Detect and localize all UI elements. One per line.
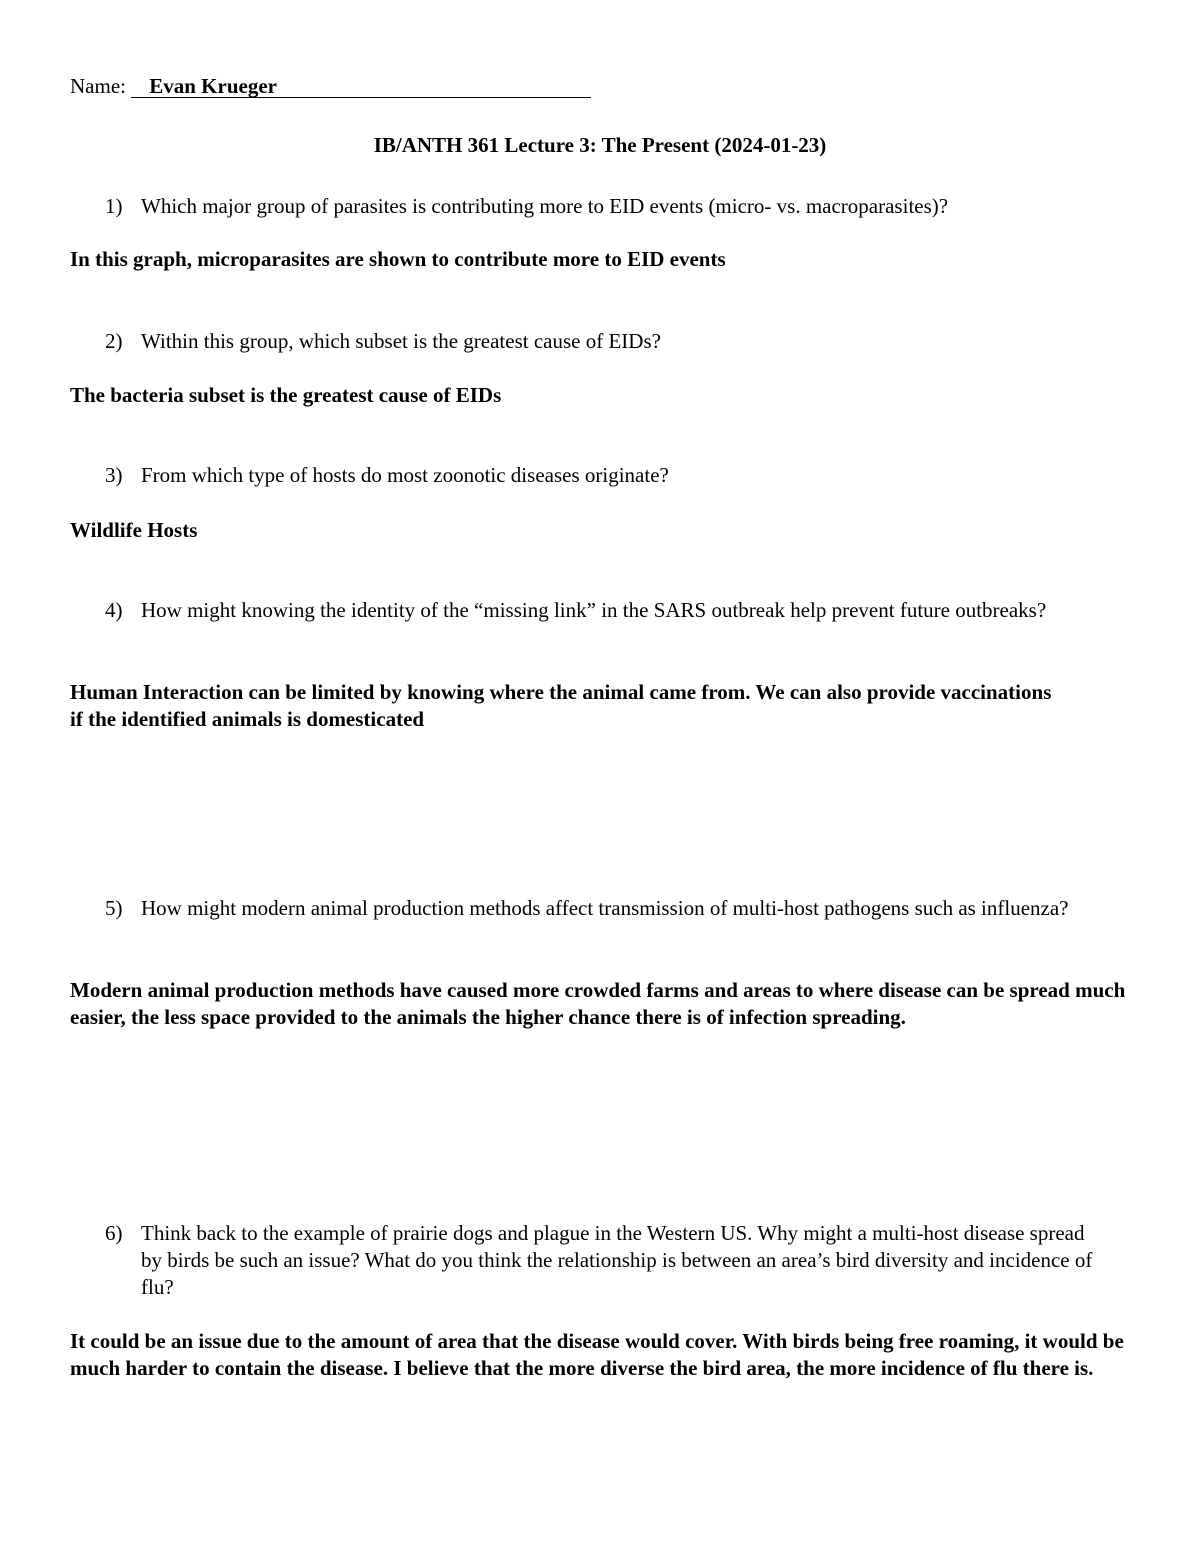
question-number: 3)	[105, 463, 123, 487]
question-number: 6)	[105, 1221, 123, 1245]
question-text: How might modern animal production methods affect transmission of multi-host pathogens such as influenza?	[141, 896, 1069, 920]
question-number: 5)	[105, 896, 123, 920]
question-text: Which major group of parasites is contributing more to EID events (micro- vs. macroparasites)?	[141, 194, 949, 218]
question-text: From which type of hosts do most zoonotic diseases originate?	[141, 463, 669, 487]
question-number: 2)	[105, 329, 123, 353]
question-4	[105, 597, 1065, 624]
question-1	[105, 193, 1105, 220]
question-6	[105, 1220, 1105, 1301]
page-title: IB/ANTH 361 Lecture 3: The Present (2024-01-23)	[373, 133, 827, 157]
name-line	[70, 72, 591, 100]
answer-5: Modern animal production methods have caused more crowded farms and areas to where disease can be spread much easier, the less space provided to the animals the higher chance there is of infection spreading.	[70, 978, 1126, 1029]
question-text: Think back to the example of prairie dogs and plague in the Western US. Why might a multi-host disease spread by birds be such an issue? What do you think the relationship is between an area’s bird diversity and incidence of flu?	[141, 1221, 1093, 1299]
answer-2: The bacteria subset is the greatest cause of EIDs	[70, 383, 502, 407]
question-text: Within this group, which subset is the greatest cause of EIDs?	[141, 329, 661, 353]
question-text: How might knowing the identity of the “missing link” in the SARS outbreak help prevent future outbreaks?	[141, 598, 1047, 622]
answer-3: Wildlife Hosts	[70, 518, 198, 542]
student-name: Evan Krueger	[131, 75, 591, 98]
answer-4: Human Interaction can be limited by knowing where the animal came from. We can also provide vaccinations if the identified animals is domesticated	[70, 680, 1052, 731]
question-2	[105, 328, 1105, 355]
name-label: Name:	[70, 74, 132, 98]
question-5	[105, 895, 1095, 922]
answer-1: In this graph, microparasites are shown to contribute more to EID events	[70, 247, 726, 271]
question-number: 4)	[105, 598, 123, 622]
question-3	[105, 462, 1105, 489]
answer-6: It could be an issue due to the amount of area that the disease would cover. With birds being free roaming, it would be much harder to contain the disease. I believe that the more diverse the bird area, the more incidence of flu there is.	[70, 1329, 1124, 1380]
question-number: 1)	[105, 194, 123, 218]
